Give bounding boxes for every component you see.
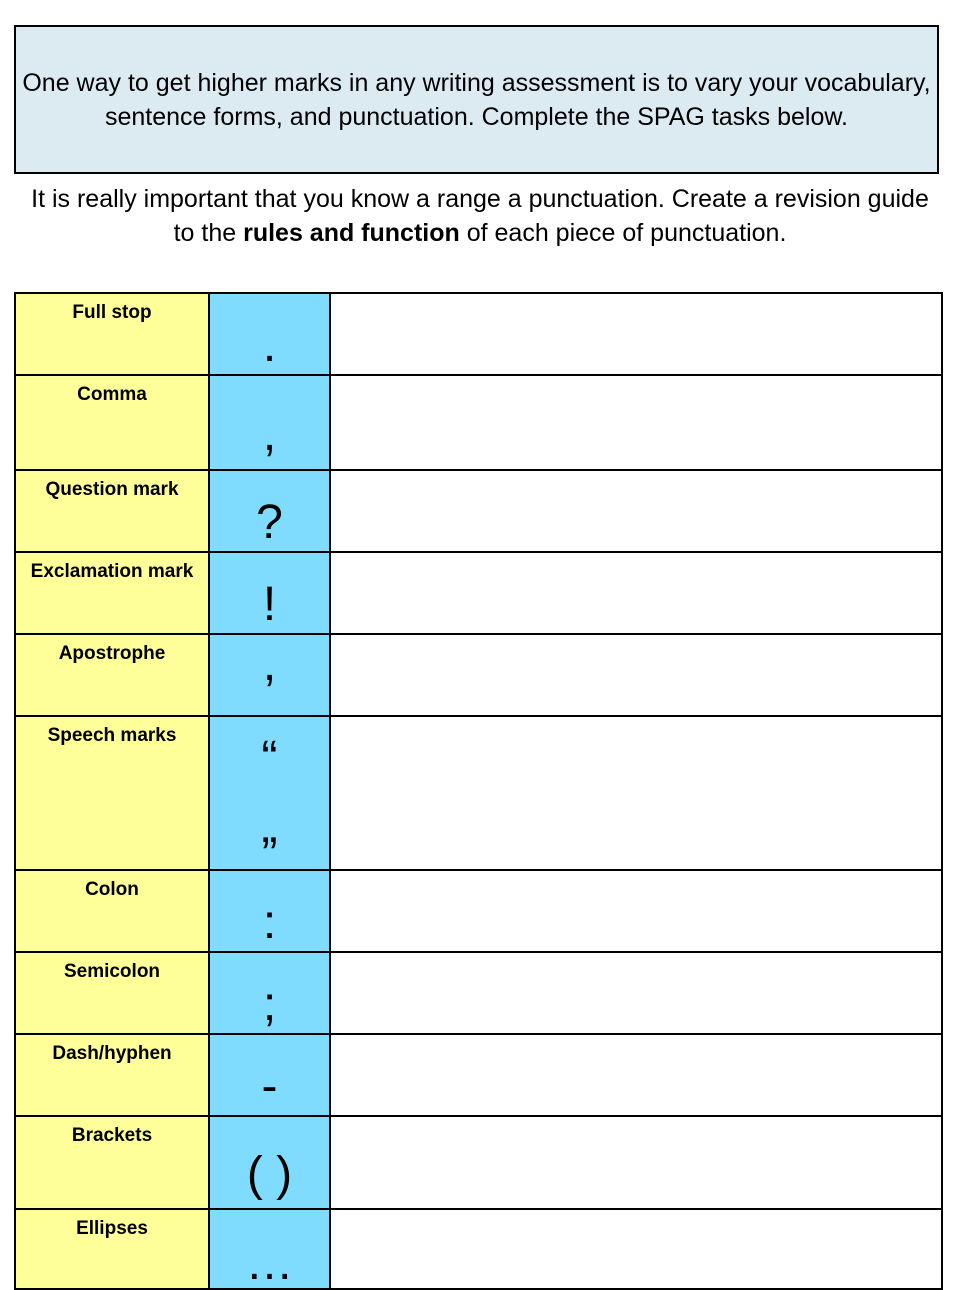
punctuation-name: Semicolon bbox=[15, 952, 209, 1034]
punctuation-symbol bbox=[209, 1116, 330, 1209]
punctuation-symbol bbox=[209, 1209, 330, 1289]
symbol-glyph: ( ) bbox=[246, 1147, 293, 1201]
symbol-glyph: ; bbox=[262, 978, 277, 1031]
symbol-glyph: … bbox=[245, 1237, 294, 1290]
table-row bbox=[15, 375, 942, 470]
punctuation-symbol bbox=[209, 293, 330, 375]
instructions-text: It is really important that you know a range a punctuation. Create a revision guide to the bbox=[31, 185, 929, 247]
symbol-glyph: . bbox=[262, 319, 277, 372]
symbol-glyph: , bbox=[262, 638, 277, 691]
answer-cell[interactable] bbox=[330, 716, 942, 870]
table-row bbox=[15, 470, 942, 552]
symbol-glyph: ? bbox=[256, 496, 283, 549]
punctuation-name: Full stop bbox=[15, 293, 209, 375]
symbol-glyph-open: “ bbox=[261, 732, 278, 785]
punctuation-symbol bbox=[209, 716, 330, 870]
punctuation-symbol bbox=[209, 1034, 330, 1116]
symbol-glyph: , bbox=[262, 407, 277, 461]
punctuation-name: Ellipses bbox=[15, 1209, 209, 1289]
symbol-glyph: ! bbox=[262, 578, 277, 631]
answer-cell[interactable] bbox=[330, 1034, 942, 1116]
punctuation-name: Exclamation mark bbox=[15, 552, 209, 634]
punctuation-name: Brackets bbox=[15, 1116, 209, 1209]
symbol-glyph: : bbox=[262, 896, 277, 949]
table-row bbox=[15, 552, 942, 634]
punctuation-name: Colon bbox=[15, 870, 209, 952]
intro-text: One way to get higher marks in any writing assessment is to vary your vocabulary, sentence forms, and punctuation. Complete the SPAG tasks below. bbox=[22, 68, 931, 131]
punctuation-symbol bbox=[209, 952, 330, 1034]
table-row bbox=[15, 1209, 942, 1289]
punctuation-symbol bbox=[209, 552, 330, 634]
table-row bbox=[15, 870, 942, 952]
answer-cell[interactable] bbox=[330, 375, 942, 470]
punctuation-symbol bbox=[209, 634, 330, 716]
punctuation-name: Dash/hyphen bbox=[15, 1034, 209, 1116]
intro-box bbox=[14, 25, 939, 174]
punctuation-name: Comma bbox=[15, 375, 209, 470]
table-row bbox=[15, 1034, 942, 1116]
table-row bbox=[15, 634, 942, 716]
answer-cell[interactable] bbox=[330, 1209, 942, 1289]
symbol-glyph: - bbox=[261, 1060, 278, 1113]
punctuation-symbol bbox=[209, 375, 330, 470]
answer-cell[interactable] bbox=[330, 634, 942, 716]
instructions-bold: rules and function bbox=[243, 219, 460, 247]
answer-cell[interactable] bbox=[330, 552, 942, 634]
answer-cell[interactable] bbox=[330, 1116, 942, 1209]
table-row bbox=[15, 293, 942, 375]
answer-cell[interactable] bbox=[330, 470, 942, 552]
table-row bbox=[15, 952, 942, 1034]
punctuation-symbol bbox=[209, 470, 330, 552]
answer-cell[interactable] bbox=[330, 952, 942, 1034]
answer-cell[interactable] bbox=[330, 870, 942, 952]
table-row bbox=[15, 716, 942, 870]
symbol-glyph-close: „ bbox=[261, 800, 278, 853]
answer-cell[interactable] bbox=[330, 293, 942, 375]
punctuation-name: Apostrophe bbox=[15, 634, 209, 716]
instructions-text-end: of each piece of punctuation. bbox=[459, 219, 787, 247]
punctuation-name: Question mark bbox=[15, 470, 209, 552]
punctuation-symbol bbox=[209, 870, 330, 952]
table-row bbox=[15, 1116, 942, 1209]
instructions bbox=[20, 182, 940, 250]
punctuation-table bbox=[14, 292, 943, 1290]
punctuation-name: Speech marks bbox=[15, 716, 209, 870]
